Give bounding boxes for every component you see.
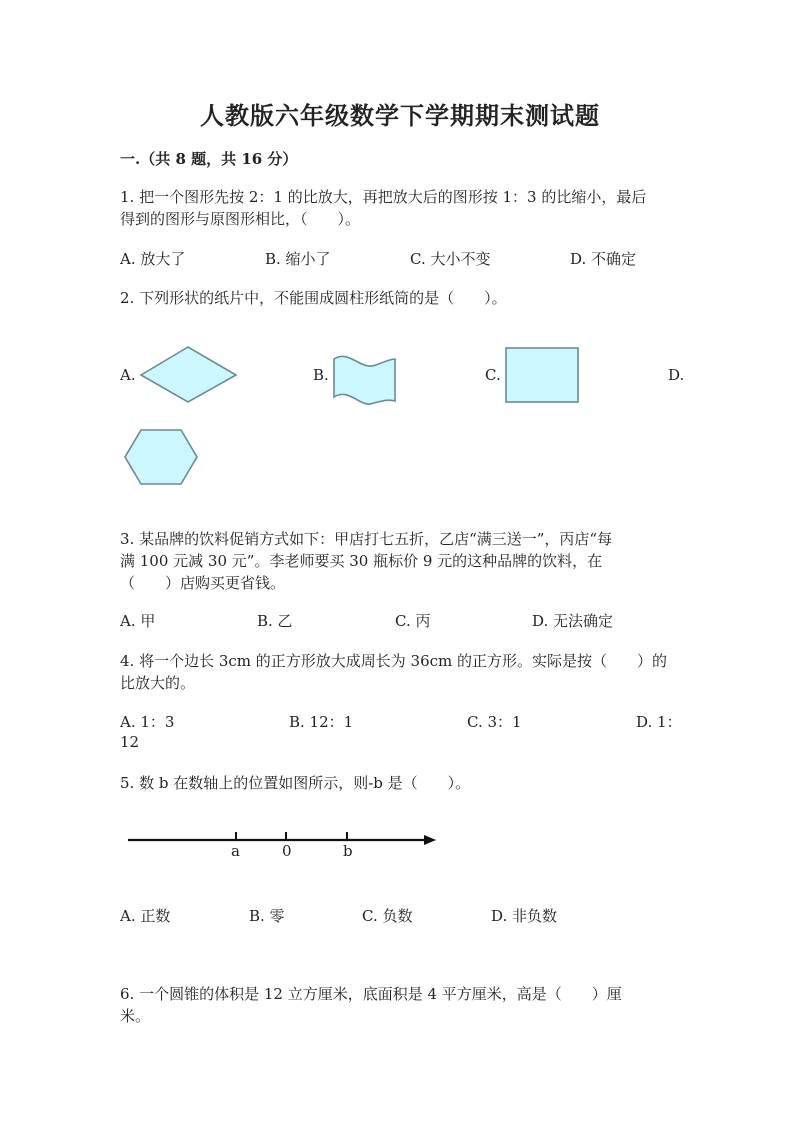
q1-option-a: A. 放大了	[120, 250, 186, 268]
q2-option-b: B.	[313, 366, 329, 384]
q2-option-c: C.	[485, 366, 501, 384]
q3-text-line2: 满 100 元减 30 元”。李老师要买 30 瓶标价 9 元的这种品牌的饮料，在	[120, 552, 603, 570]
rhombus-shape	[138, 345, 240, 405]
hexagon-shape	[122, 427, 200, 487]
page-title: 人教版六年级数学下学期期末测试题	[200, 101, 600, 130]
q5-option-c: C. 负数	[362, 907, 413, 925]
q4-option-d-continued: 12	[120, 733, 140, 751]
wavy-rectangle-shape	[330, 353, 398, 407]
q5-option-b: B. 零	[249, 907, 285, 925]
q3-option-c: C. 丙	[395, 612, 431, 630]
q4-option-d: D. 1：	[636, 713, 682, 731]
q4-text-line1: 4. 将一个边长 3cm 的正方形放大成周长为 36cm 的正方形。实际是按（ ）的	[120, 652, 668, 670]
axis-label-b: b	[343, 842, 353, 860]
q4-option-c: C. 3：1	[467, 713, 522, 731]
section-heading: 一.（共 8 题，共 16 分）	[120, 150, 298, 168]
axis-label-a: a	[231, 842, 240, 860]
q4-option-a: A. 1：3	[120, 713, 175, 731]
q4-text-line2: 比放大的。	[120, 674, 196, 692]
rectangle-shape	[504, 346, 580, 404]
axis-label-zero: 0	[282, 842, 292, 860]
q3-option-d: D. 无法确定	[532, 612, 614, 630]
q3-text-line1: 3. 某品牌的饮料促销方式如下：甲店打七五折，乙店“满三送一”，丙店“每	[120, 530, 613, 548]
q3-text-line3: （ ）店购买更省钱。	[120, 574, 286, 592]
q6-text-line1: 6. 一个圆锥的体积是 12 立方厘米，底面积是 4 平方厘米，高是（ ）厘	[120, 985, 622, 1003]
q2-text-line1: 2. 下列形状的纸片中，不能围成圆柱形纸筒的是（ ）。	[120, 289, 507, 307]
q3-option-a: A. 甲	[120, 612, 156, 630]
q5-text-line1: 5. 数 b 在数轴上的位置如图所示，则-b 是（ ）。	[120, 774, 471, 792]
q5-option-a: A. 正数	[120, 907, 171, 925]
q4-option-b: B. 12：1	[289, 713, 354, 731]
q1-text-line1: 1. 把一个图形先按 2：1 的比放大，再把放大后的图形按 1：3 的比缩小，最后	[120, 188, 647, 206]
q2-option-d: D.	[668, 366, 685, 384]
q3-option-b: B. 乙	[257, 612, 293, 630]
q2-option-a: A.	[120, 366, 136, 384]
q1-option-c: C. 大小不变	[410, 250, 491, 268]
q5-option-d: D. 非负数	[491, 907, 558, 925]
q1-option-b: B. 缩小了	[265, 250, 331, 268]
q6-text-line2: 米。	[120, 1007, 151, 1025]
q1-text-line2: 得到的图形与原图形相比，（ ）。	[120, 210, 361, 228]
q1-option-d: D. 不确定	[570, 250, 637, 268]
